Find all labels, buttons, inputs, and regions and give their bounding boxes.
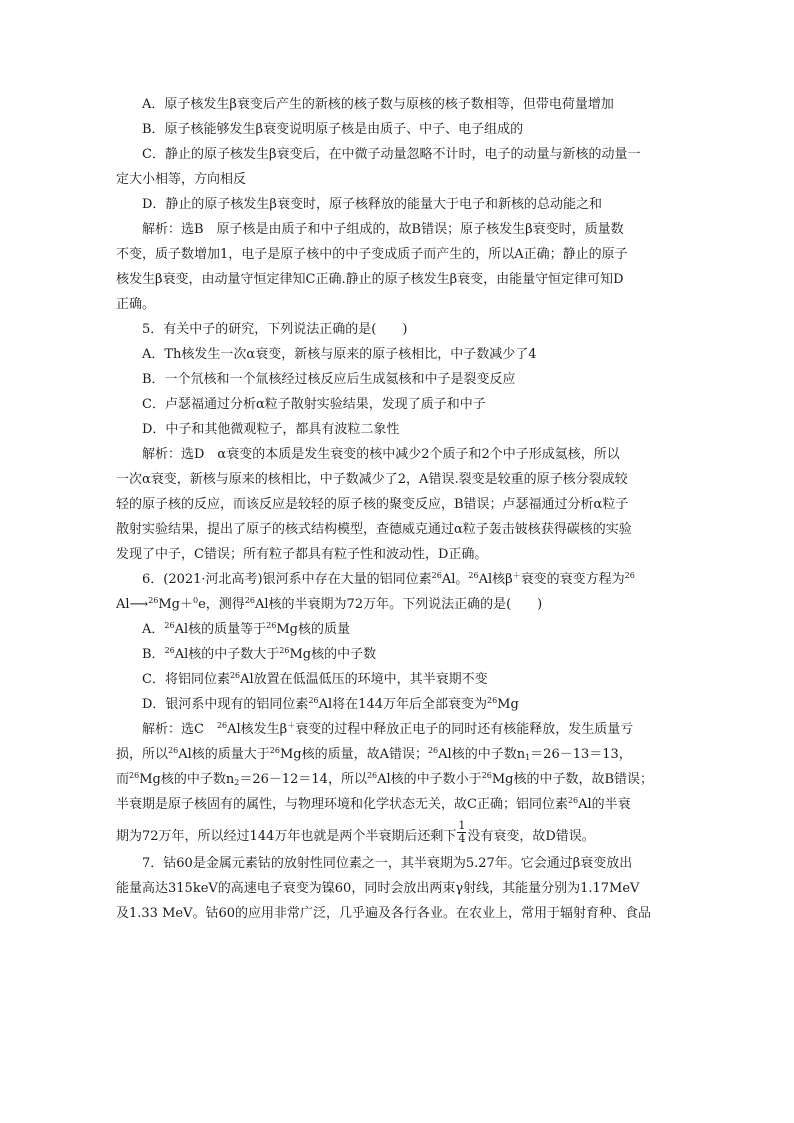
- q4-option-c-line2: 定大小相等，方向相反: [116, 172, 247, 187]
- q7-line3: 及1.33 MeV。钴60的应用非常广泛，几乎遍及各行各业。在农业上，常用于辐射育种、食品: [116, 906, 652, 921]
- q6-stem-line2: Al⟶$^{26}$Mg＋$^0$e，测得$^{26}$Al核的半衰期为72万年。下列说法正确的是( ): [116, 596, 543, 612]
- q5-option-c: C．卢瑟福通过分析α粒子散射实验结果，发现了质子和中子: [142, 397, 486, 412]
- q4-option-a: A．原子核发生β衰变后产生的新核的核子数与原核的核子数相等，但带电荷量增加: [142, 97, 614, 112]
- q6-option-c: C．将铝同位素$^{26}$Al放置在低温低压的环境中，其半衰期不变: [142, 671, 488, 687]
- q6-analysis-line2: 损，所以$^{26}$Al核的质量大于$^{26}$Mg核的质量，故A错误；$^{26}$Al核的中子数$n_1=26-13=13$，: [116, 746, 632, 762]
- q6-option-a: A．$^{26}$Al核的质量等于$^{26}$Mg核的质量: [142, 621, 350, 637]
- q6-analysis-line3: 而$^{26}$Mg核的中子数$n_2=26-12=14$，所以$^{26}$Al核的中子数小于$^{26}$Mg核的中子数，故B错误；: [116, 771, 654, 787]
- q4-option-d: D．静止的原子核发生β衰变时，原子核释放的能量大于电子和新核的总动能之和: [142, 197, 602, 212]
- q4-analysis-line1: 解析：选B 原子核是由质子和中子组成的，故B错误；原子核发生β衰变时，质量数: [142, 222, 624, 237]
- q4-analysis-line2: 不变，质子数增加1，电子是原子核中的中子变成质子而产生的，所以A正确；静止的原子: [116, 247, 628, 262]
- q5-option-b: B．一个氘核和一个氚核经过核反应后生成氦核和中子是裂变反应: [142, 372, 516, 387]
- q6-option-d: D．银河系中现有的铝同位素$^{26}$Al将在144万年后全部衰变为$^{26}$Mg: [142, 696, 519, 712]
- text-column: [116, 92, 678, 926]
- q5-analysis-line4: 散射实验结果，提出了原子的核式结构模型，查德威克通过α粒子轰击铍核获得碳核的实验: [116, 522, 632, 537]
- q5-option-a: A．Th核发生一次α衰变，新核与原来的原子核相比，中子数减少了4: [142, 347, 537, 362]
- q7-line2: 能量高达315keV的高速电子衰变为镍60，同时会放出两束γ射线，其能量分别为1.17MeV: [116, 881, 640, 896]
- q6-stem-line1: 6．(2021·河北高考)银河系中存在大量的铝同位素$^{26}$Al。$^{26}$Al核β＋衰变的衰变方程为$^{26}$: [142, 571, 635, 587]
- fraction-one-quarter: $\frac{1}{4}$: [458, 819, 466, 845]
- q6-option-b: B．$^{26}$Al核的中子数大于$^{26}$Mg核的中子数: [142, 646, 377, 662]
- q6-analysis-line5: 期为72万年，所以经过144万年也就是两个半衰期后还剩下 $\frac{1}{4}$ 没有衰变，故D错误。: [116, 819, 595, 845]
- q5-stem: 5．有关中子的研究，下列说法正确的是( ): [142, 322, 408, 337]
- q5-analysis-line1: 解析：选D α衰变的本质是发生衰变的核中减少2个质子和2个中子形成氦核，所以: [142, 447, 620, 462]
- q5-analysis-line2: 一次α衰变，新核与原来的核相比，中子数减少了2，A错误.裂变是较重的原子核分裂成较: [116, 472, 628, 487]
- q5-analysis-line3: 轻的原子核的反应，而该反应是较轻的原子核的聚变反应，B错误；卢瑟福通过分析α粒子: [116, 497, 629, 512]
- q4-analysis-line4: 正确。: [116, 297, 156, 312]
- q4-analysis-line3: 核发生β衰变，由动量守恒定律知C正确.静止的原子核发生β衰变，由能量守恒定律可知D: [116, 272, 624, 287]
- q6-analysis-line1: 解析：选C $^{26}$Al核发生β＋衰变的过程中释放正电子的同时还有核能释放，发生质量亏: [142, 721, 634, 737]
- q5-option-d: D．中子和其他微观粒子，都具有波粒二象性: [142, 422, 400, 437]
- q5-analysis-line5: 发现了中子，C错误；所有粒子都具有粒子性和波动性，D正确。: [116, 547, 488, 562]
- q6-analysis-line4: 半衰期是原子核固有的属性，与物理环境和化学状态无关，故C正确；铝同位素$^{26}$Al的半衰: [116, 796, 631, 812]
- q4-option-b: B．原子核能够发生β衰变说明原子核是由质子、中子、电子组成的: [142, 122, 524, 137]
- q7-line1: 7．钴60是金属元素钴的放射性同位素之一，其半衰期为5.27年。它会通过β衰变放出: [142, 856, 633, 871]
- q4-option-c-line1: C．静止的原子核发生β衰变后，在中微子动量忽略不计时，电子的动量与新核的动量一: [142, 147, 641, 162]
